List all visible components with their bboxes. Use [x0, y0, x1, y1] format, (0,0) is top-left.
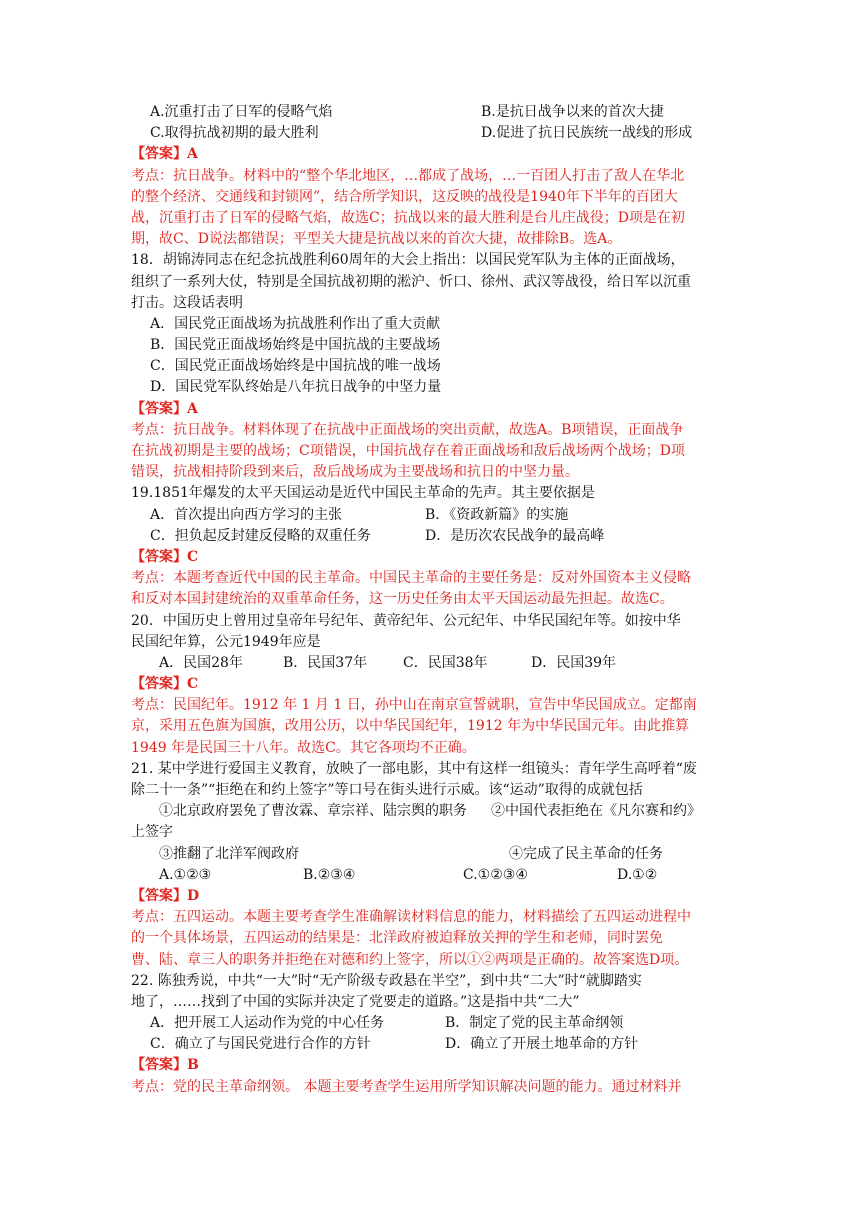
q18-option-a: A．国民党正面战场为抗战胜利作出了重大贡献 — [150, 315, 441, 332]
q21-option-d: D.①② — [617, 866, 658, 883]
q21-items-row-1 — [131, 801, 731, 822]
q17-explanation-line: 的整个经济、交通线和封锁网”，结合所学知识，这反映的战役是1940年下半年的百团大 — [131, 188, 678, 205]
q20-stem-line: 20．中国历史上曾用过皇帝年号纪年、黄帝纪年、公元纪年、中华民国纪年等。如按中华 — [131, 612, 681, 629]
q21-answer: 【答案】D — [131, 887, 200, 904]
q22-stem-line: 22. 陈独秀说，中共“一大”时“无产阶级专政悬在半空”，到中共“二大”时“就脚踏实 — [131, 972, 642, 989]
q22-answer: 【答案】B — [131, 1057, 199, 1074]
q20-option-b: B．民国37年 — [283, 654, 368, 671]
q17-options-row-1 — [131, 102, 731, 123]
q17-explanation-line: 战，沉重打击了日军的侵略气焰，故选C；抗战以来的最大胜利是台儿庄战役；D项是在初 — [131, 209, 685, 226]
q19-option-d: D．是历次农民战争的最高峰 — [425, 527, 605, 544]
q20-explanation-line: 京，采用五色旗为国旗，改用公历，以中华民国纪年，1912 年为中华民国元年。由此推算 — [131, 718, 690, 735]
q18-option-d: D．国民党军队终始是八年抗日战争的中坚力量 — [150, 379, 442, 396]
q21-explanation-line: 曹、陆、章三人的职务并拒绝在对德和约上签字，所以①②两项是正确的。故答案选D项。 — [131, 951, 689, 968]
q19-stem: 19.1851年爆发的太平天国运动是近代中国民主革命的先声。其主要依据是 — [131, 485, 595, 502]
q17-option-c: C.取得抗战初期的最大胜利 — [150, 125, 319, 142]
q20-stem-line: 民国纪年算，公元1949年应是 — [131, 633, 321, 650]
q17-answer: 【答案】A — [131, 146, 198, 163]
q21-option-b: B.②③④ — [303, 866, 356, 883]
q21-item-4: ④完成了民主革命的任务 — [509, 845, 663, 862]
q22-options-row-2 — [131, 1034, 731, 1055]
q17-explanation-line: 考点：抗日战争。材料中的“整个华北地区，…都成了战场，…一百团人打击了敌人在华北 — [131, 167, 685, 184]
q20-option-d: D．民国39年 — [531, 654, 617, 671]
q19-explanation-line: 考点：本题考查近代中国的民主革命。中国民主革命的主要任务是：反对外国资本主义侵略 — [131, 570, 691, 587]
q19-option-b: B．《资政新篇》的实施 — [425, 506, 569, 523]
q17-options-row-2 — [131, 123, 731, 144]
q21-item-2-continued: 上签字 — [131, 824, 173, 841]
q18-answer: 【答案】A — [131, 400, 198, 417]
q17-option-b: B.是抗日战争以来的首次大捷 — [481, 104, 664, 120]
q22-explanation-line: 考点：党的民主革命纲领。 本题主要考查学生运用所学知识解决问题的能力。通过材料并 — [131, 1078, 682, 1095]
q21-option-c: C.①②③④ — [463, 866, 528, 883]
q18-option-c: C．国民党正面战场始终是中国抗战的唯一战场 — [150, 358, 441, 375]
q22-stem-line: 地了，……找到了中国的实际并决定了党要走的道路。”这是指中共“二大” — [131, 993, 580, 1010]
q21-item-2: ②中国代表拒绝在《凡尔赛和约》 — [491, 803, 701, 820]
q21-explanation-line: 考点：五四运动。本题主要考查学生准确解读材料信息的能力，材料描绘了五四运动进程中 — [131, 909, 691, 926]
q22-options-row-1 — [131, 1013, 731, 1034]
q19-options-row-2 — [131, 526, 731, 547]
q22-option-c: C．确立了与国民党进行合作的方针 — [150, 1036, 371, 1053]
q20-option-c: C．民国38年 — [403, 654, 488, 671]
q21-options-row — [131, 865, 731, 886]
q19-options-row-1 — [131, 505, 731, 526]
q18-explanation-line: 在抗战初期是主要的战场；C项错误，中国抗战存在着正面战场和敌后战场两个战场；D项 — [131, 443, 685, 459]
q20-option-a: A．民国28年 — [159, 654, 243, 671]
q21-item-3: ③推翻了北洋军阀政府 — [159, 845, 299, 862]
q19-option-a: A．首次提出向西方学习的主张 — [150, 506, 343, 523]
q19-explanation-line: 和反对本国封建统治的双重革命任务，这一历史任务由太平天国运动最先担起。故选C。 — [131, 591, 674, 608]
q19-answer: 【答案】C — [131, 548, 199, 565]
q18-explanation-line: 考点：抗日战争。材料体现了在抗战中正面战场的突出贡献，故选A。B项错误，正面战争 — [131, 421, 684, 438]
q21-stem-line: 21. 某中学进行爱国主义教育，放映了一部电影，其中有这样一组镜头：青年学生高呼着“废 — [131, 760, 697, 777]
q20-answer: 【答案】C — [131, 676, 199, 693]
q21-explanation-line: 的一个具体场景，五四运动的结果是：北洋政府被迫释放关押的学生和老师，同时罢免 — [131, 930, 663, 947]
q19-option-c: C．担负起反封建反侵略的双重任务 — [150, 527, 371, 544]
q20-explanation-line: 1949 年是民国三十八年。故选C。其它各项均不正确。 — [131, 739, 476, 756]
q22-option-b: B．制定了党的民主革命纲领 — [445, 1015, 624, 1032]
q18-stem-line: 打击。这段话表明 — [131, 294, 243, 311]
q18-stem-line: 组织了一系列大仗，特别是全国抗战初期的淞沪、忻口、徐州、武汉等战役，给日军以沉重 — [131, 273, 691, 290]
document-page — [131, 102, 731, 1098]
q21-option-a: A.①②③ — [159, 866, 212, 883]
q18-explanation-line: 错误，抗战相持阶段到来后，敌后战场成为主要战场和抗日的中坚力量。 — [131, 464, 579, 481]
q22-option-d: D．确立了开展土地革命的方针 — [445, 1036, 639, 1053]
q22-option-a: A．把开展工人运动作为党的中心任务 — [150, 1015, 385, 1032]
q20-options-row — [131, 653, 731, 674]
q18-option-b: B．国民党正面战场始终是中国抗战的主要战场 — [150, 337, 441, 354]
q21-items-row-2 — [131, 844, 731, 865]
q17-option-d: D.促进了抗日民族统一战线的形成 — [481, 125, 693, 142]
q18-stem-line: 18．胡锦涛同志在纪念抗战胜利60周年的大会上指出：以国民党军队为主体的正面战场， — [131, 252, 685, 269]
q20-explanation-line: 考点：民国纪年。1912 年 1 月 1 日，孙中山在南京宣誓就职，宣告中华民国成立。定都南 — [131, 697, 697, 714]
q17-option-a: A.沉重打击了日军的侵略气焰 — [150, 104, 333, 120]
q21-item-1: ①北京政府罢免了曹汝霖、章宗祥、陆宗舆的职务 — [159, 803, 467, 820]
q17-explanation-line: 期，故C、D说法都错误；平型关大捷是抗战以来的首次大捷，故排除B。选A。 — [131, 231, 622, 248]
q21-stem-line: 除二十一条”“拒绝在和约上签字”等口号在街头进行示威。该“运动”取得的成就包括 — [131, 782, 643, 798]
